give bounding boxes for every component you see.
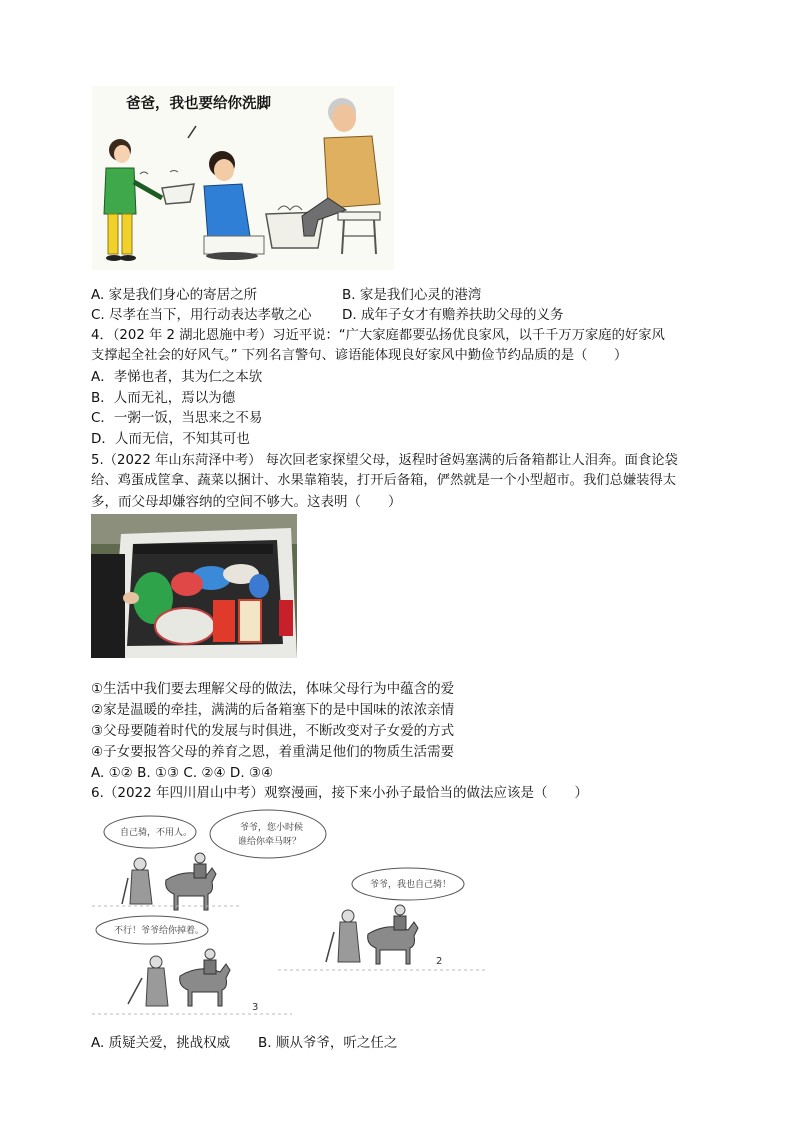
comic-bubble-3: 不行！爷爷给你掉着。	[114, 926, 205, 936]
q4-option-a: A．孝悌也者，其为仁之本欤	[91, 369, 263, 385]
q5-options: A. ①② B. ①③ C. ②④ D. ③④	[91, 765, 274, 781]
q6-option-a: A. 质疑关爱，挑战权威	[91, 1035, 231, 1051]
foot-washing-illustration	[92, 86, 394, 270]
comic-bubble-4: 爷爷，我也自己骑！	[370, 880, 452, 890]
q3-option-b: B. 家是我们心灵的港湾	[342, 287, 482, 303]
q3-option-c: C. 尽孝在当下，用行动表达孝敬之心	[91, 307, 312, 323]
car-trunk-illustration	[91, 514, 297, 658]
q6-stem: 6.（2022 年四川眉山中考）观察漫画，接下来小孙子最恰当的做法应该是（ ）	[91, 785, 589, 801]
q5-statement-1: ①生活中我们要去理解父母的做法，体味父母行为中蕴含的爱	[91, 681, 455, 697]
q4-option-c: C．一粥一饭，当思来之不易	[91, 410, 263, 426]
comic-panel-number-2: 2	[436, 956, 443, 967]
q4-stem-line1: 4．（202 年 2 湖北恩施中考）习近平说：“广大家庭都要弘扬优良家风，以千千万万家庭的好家风	[91, 328, 665, 343]
q5-stem-line3: 多，而父母却嫌容纳的空间不够大。这表明（ ）	[91, 494, 402, 510]
comic-bubble-2-line1: 爷爷，您小时候	[240, 823, 304, 833]
grandpa-horse-illustration	[92, 808, 490, 1026]
figure-caption: 爸爸，我也要给你洗脚	[126, 96, 271, 112]
q3-option-a: A. 家是我们身心的寄居之所	[91, 287, 258, 303]
q5-stem-line2: 给、鸡蛋成筐拿、蔬菜以捆计、水果靠箱装，打开后备箱，俨然就是一个小型超市。我们总嫌装得太	[91, 473, 677, 488]
q4-option-d: D．人而无信，不知其可也	[91, 431, 250, 447]
comic-bubble-1: 自己骑，不用人。	[120, 828, 193, 838]
q5-stem-line1: 5.（2022 年山东菏泽中考） 每次回老家探望父母，返程时爸妈塞满的后备箱都让人泪奔。面食论袋	[91, 453, 678, 468]
q4-option-b: B．人而无礼，焉以为德	[91, 390, 236, 406]
grandpa-horse-comic	[92, 808, 490, 1026]
q3-option-d: D. 成年子女才有赡养扶助父母的义务	[342, 307, 564, 323]
q5-statement-3: ③父母要随着时代的发展与时俱进，不断改变对子女爱的方式	[91, 723, 455, 739]
q5-statement-2: ②家是温暖的牵挂，满满的后备箱塞下的是中国味的浓浓亲情	[91, 702, 455, 718]
car-trunk-photo	[91, 514, 297, 658]
q4-stem-line2: 支撑起全社会的好风气。” 下列名言警句、谚语能体现良好家风中勤俭节约品质的是（ ）	[91, 348, 628, 363]
foot-washing-cartoon	[92, 86, 394, 270]
comic-bubble-2-line2: 谁给你牵马呀？	[238, 837, 302, 847]
q6-option-b: B. 顺从爷爷，听之任之	[258, 1035, 398, 1051]
comic-panel-number-3: 3	[252, 1002, 259, 1013]
q5-statement-4: ④子女要报答父母的养育之恩，着重满足他们的物质生活需要	[91, 744, 455, 760]
